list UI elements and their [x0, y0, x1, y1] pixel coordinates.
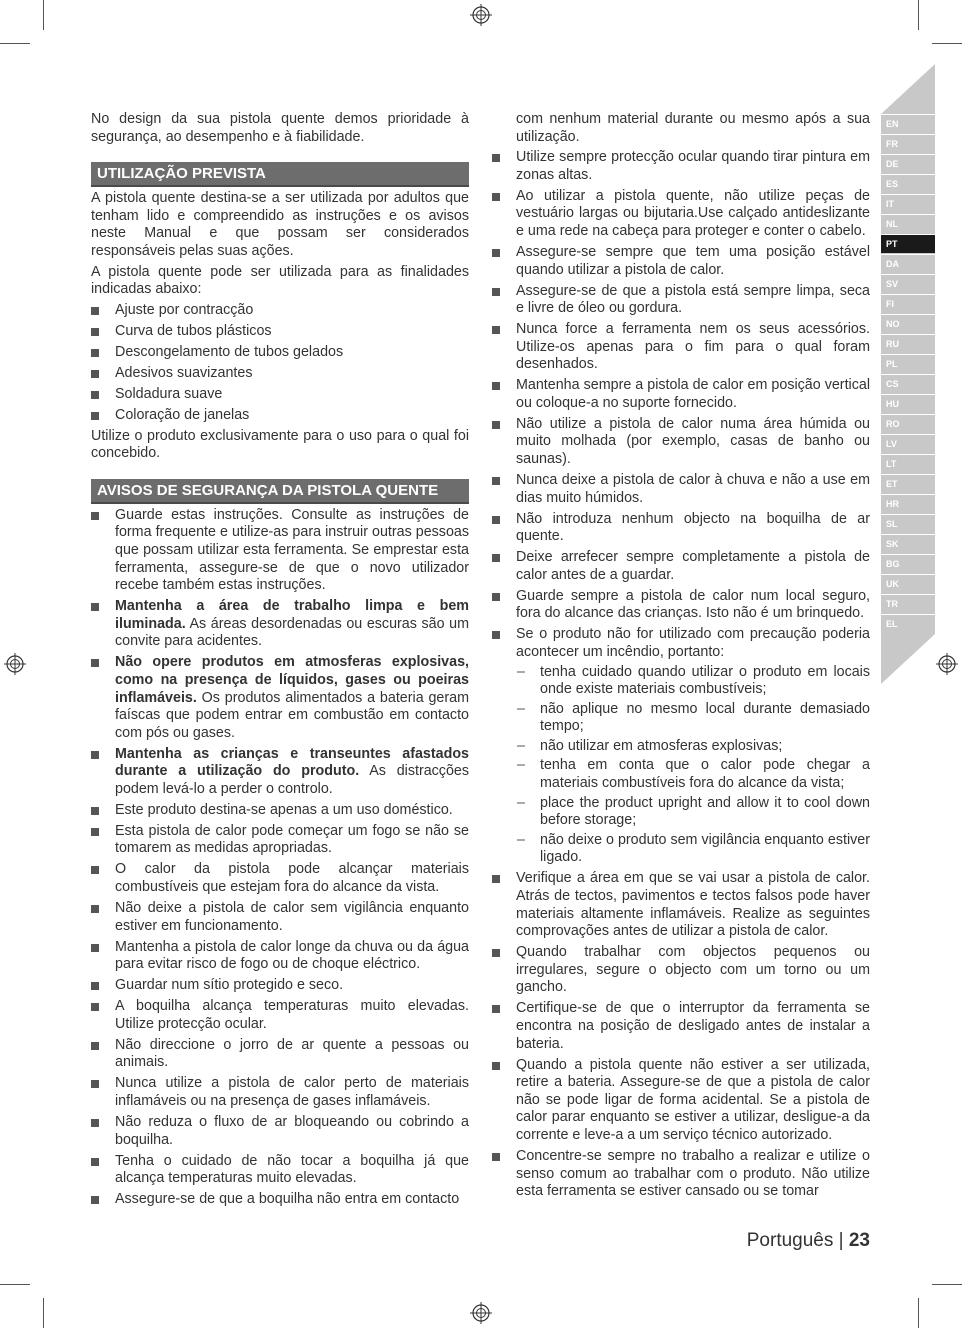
dash-item: – tenha em conta que o calor pode chegar a materiais combustíveis fora do alcance da vista;: [516, 757, 870, 792]
registration-mark-icon: [936, 653, 958, 675]
crop-mark: [918, 0, 919, 30]
section-heading-intended-use: UTILIZAÇÃO PREVISTA: [91, 162, 469, 187]
list-item: Coloração de janelas: [91, 407, 469, 425]
crop-mark: [0, 1284, 30, 1285]
list-item: Esta pistola de calor pode começar um fogo se não se tomarem as medidas apropriadas.: [91, 823, 469, 858]
list-item: Guarde sempre a pistola de calor num local seguro, fora do alcance das crianças. Isto não é um brinquedo.: [492, 588, 870, 623]
language-tab-it: IT: [881, 194, 935, 213]
dash-item: – não utilizar em atmosferas explosivas;: [516, 738, 870, 756]
language-tab-sk: SK: [881, 534, 935, 553]
list-item: Quando a pistola quente não estiver a ser utilizada, retire a bateria. Assegure-se de que a pistola de calor não se pode ligar de forma acidental. Se a pistola de calor parar enquanto se estiver a utilizar, desligue-a da corrente e leve-a a um serviço técnico autorizado.: [492, 1057, 870, 1145]
text: As distracções podem levá-lo a perder o controlo.: [115, 763, 470, 797]
list-item: Não reduza o fluxo de ar bloqueando ou cobrindo a boquilha.: [91, 1114, 469, 1149]
list-item: Assegure-se de que a boquilha não entra em contacto: [91, 1191, 469, 1209]
language-tab-ru: RU: [881, 334, 935, 353]
language-tab-sl: SL: [881, 514, 935, 533]
language-tab-da: DA: [881, 254, 935, 273]
language-tab-de: DE: [881, 154, 935, 173]
list-item: Utilize sempre protecção ocular quando tirar pintura em zonas altas.: [492, 149, 870, 184]
continuation-text: com nenhum material durante ou mesmo após a sua utilização.: [516, 111, 870, 145]
crop-mark: [932, 43, 962, 44]
language-tab-el: EL: [881, 614, 935, 633]
dash-item: – não deixe o produto sem vigilância enquanto estiver ligado.: [516, 832, 870, 867]
language-tab-sv: SV: [881, 274, 935, 293]
language-tab-hu: HU: [881, 394, 935, 413]
uses-list: [91, 302, 469, 425]
language-tab-hr: HR: [881, 494, 935, 513]
text: Os produtos alimentados a bateria geram faíscas que podem entrar em combustão em contacto com pós ou gases.: [115, 689, 469, 741]
dash-item: – place the product upright and allow it to cool down before storage;: [516, 795, 870, 830]
list-item: Guardar num sítio protegido e seco.: [91, 977, 469, 995]
list-item: Este produto destina-se apenas a um uso doméstico.: [91, 802, 469, 820]
page-number: 23: [848, 1230, 870, 1251]
crop-mark: [43, 0, 44, 30]
list-item: [91, 654, 469, 742]
dash-item: – tenha cuidado quando utilizar o produto em locais onde existe materiais combustíveis;: [516, 664, 870, 699]
list-item: Ajuste por contracção: [91, 302, 469, 320]
registration-mark-icon: [470, 1302, 492, 1324]
list-item: Não deixe a pistola de calor sem vigilância enquanto estiver em funcionamento.: [91, 900, 469, 935]
language-tab-uk: UK: [881, 574, 935, 593]
list-item: Não introduza nenhum objecto na boquilha de ar quente.: [492, 511, 870, 546]
list-item: Descongelamento de tubos gelados: [91, 344, 469, 362]
list-item: Verifique a área em que se vai usar a pistola de calor. Atrás de tectos, pavimentos e tectos falsos pode haver materiais altamente inflamáveis. Realize as seguintes comprovações antes de utilizar a pistola de calor.: [492, 870, 870, 940]
intro-paragraph: No design da sua pistola quente demos prioridade à segurança, ao desempenho e à fiabilidade.: [91, 111, 469, 145]
language-tab-pt: PT: [881, 234, 935, 253]
list-item: Mantenha sempre a pistola de calor em posição vertical ou coloque-a no suporte fornecido.: [492, 377, 870, 412]
crop-mark: [932, 1284, 962, 1285]
paragraph: A pistola quente pode ser utilizada para as finalidades indicadas abaixo:: [91, 263, 469, 298]
list-item: Nunca utilize a pistola de calor perto de materiais inflamáveis ou na presença de gases inflamáveis.: [91, 1075, 469, 1110]
warnings-list: [91, 507, 469, 1209]
paragraph: Utilize o produto exclusivamente para o uso para o qual foi concebido.: [91, 427, 469, 462]
language-tab-nl: NL: [881, 214, 935, 233]
list-item: Nunca deixe a pistola de calor à chuva e não a use em dias muito húmidos.: [492, 472, 870, 507]
bold-text: Mantenha as crianças e transeuntes afastados durante a utilização do produto.: [115, 745, 469, 780]
language-tab-es: ES: [881, 174, 935, 193]
language-tab-fr: FR: [881, 134, 935, 153]
warnings-list-continued: [492, 149, 870, 1201]
list-item: Assegure-se de que a pistola está sempre limpa, seca e livre de óleo ou gordura.: [492, 283, 870, 318]
list-item: Soldadura suave: [91, 386, 469, 404]
list-item: Nunca force a ferramenta nem os seus acessórios. Utilize-os apenas para o fim para o qual foram desenhados.: [492, 321, 870, 374]
language-tab-en: EN: [881, 114, 935, 133]
list-item: O calor da pistola pode alcançar materiais combustíveis que estejam fora do alcance da vista.: [91, 861, 469, 896]
list-item: Mantenha a pistola de calor longe da chuva ou da água para evitar risco de fogo ou de choque eléctrico.: [91, 939, 469, 974]
list-item: Ao utilizar a pistola quente, não utilize peças de vestuário largas ou bijutaria.Use calçado antideslizante e uma rede na cabeça para proteger e conter o cabelo.: [492, 188, 870, 241]
language-tab-fi: FI: [881, 294, 935, 313]
language-tab-cs: CS: [881, 374, 935, 393]
section-heading-safety-warnings: AVISOS DE SEGURANÇA DA PISTOLA QUENTE: [91, 479, 469, 504]
registration-mark-icon: [470, 4, 492, 26]
right-column: [492, 111, 870, 1204]
list-item: Guarde estas instruções. Consulte as instruções de forma frequente e utilize-as para instruir outras pessoas que possam utilizar esta ferramenta. Se emprestar esta ferramenta, assegure-se de que o novo utilizador recebe também estas instruções.: [91, 507, 469, 595]
language-tab-et: ET: [881, 474, 935, 493]
list-item: Deixe arrefecer sempre completamente a pistola de calor antes de a guardar.: [492, 549, 870, 584]
crop-mark: [0, 43, 30, 44]
list-item: A boquilha alcança temperaturas muito elevadas. Utilize protecção ocular.: [91, 998, 469, 1033]
language-tab-lt: LT: [881, 454, 935, 473]
left-column: [91, 111, 469, 1212]
dash-list: [516, 664, 870, 868]
text: Se o produto não for utilizado com precaução poderia acontecer um incêndio, portanto:: [516, 626, 870, 660]
language-tab-no: NO: [881, 314, 935, 333]
language-tab-pl: PL: [881, 354, 935, 373]
registration-mark-icon: [4, 653, 26, 675]
list-item: Adesivos suavizantes: [91, 365, 469, 383]
page-footer: [700, 1229, 870, 1253]
crop-mark: [43, 1298, 44, 1328]
list-item: [91, 746, 469, 799]
bold-text: Mantenha a área de trabalho limpa e bem iluminada.: [115, 598, 469, 632]
list-item: Não direccione o jorro de ar quente a pessoas ou animais.: [91, 1037, 469, 1072]
list-item: Curva de tubos plásticos: [91, 323, 469, 341]
language-tab-bg: BG: [881, 554, 935, 573]
list-item: [91, 598, 469, 651]
list-item: Certifique-se de que o interruptor da ferramenta se encontra na posição de desligado antes de instalar a bateria.: [492, 1000, 870, 1053]
crop-mark: [918, 1298, 919, 1328]
list-item: Assegure-se sempre que tem uma posição estável quando utilizar a pistola de calor.: [492, 244, 870, 279]
list-item: Quando trabalhar com objectos pequenos ou irregulares, segure o objecto com um torno ou um gancho.: [492, 944, 870, 997]
language-tab-tr: TR: [881, 594, 935, 613]
list-item: Concentre-se sempre no trabalho a realizar e utilize o senso comum ao trabalhar com o produto. Não utilize esta ferramenta se estiver cansado ou se tomar: [492, 1148, 870, 1201]
language-tab-lv: LV: [881, 434, 935, 453]
language-tab-ro: RO: [881, 414, 935, 433]
text: As áreas desordenadas ou escuras são um convite para acidentes.: [115, 615, 469, 650]
paragraph: A pistola quente destina-se a ser utilizada por adultos que tenham lido e compreendido as instruções e os avisos neste Manual e que possam ser considerados responsáveis pelas suas ações.: [91, 190, 469, 259]
bold-text: Não opere produtos em atmosferas explosivas, como na presença de líquidos, gases ou poeiras inflamáveis.: [115, 654, 469, 706]
list-item: [492, 626, 870, 867]
list-item: Não utilize a pistola de calor numa área húmida ou muito molhada (por exemplo, casas de banho ou saunas).: [492, 416, 870, 469]
footer-language: Português |: [746, 1230, 844, 1251]
dash-item: – não aplique no mesmo local durante demasiado tempo;: [516, 701, 870, 736]
list-item: Tenha o cuidado de não tocar a boquilha já que alcança temperaturas muito elevadas.: [91, 1153, 469, 1188]
